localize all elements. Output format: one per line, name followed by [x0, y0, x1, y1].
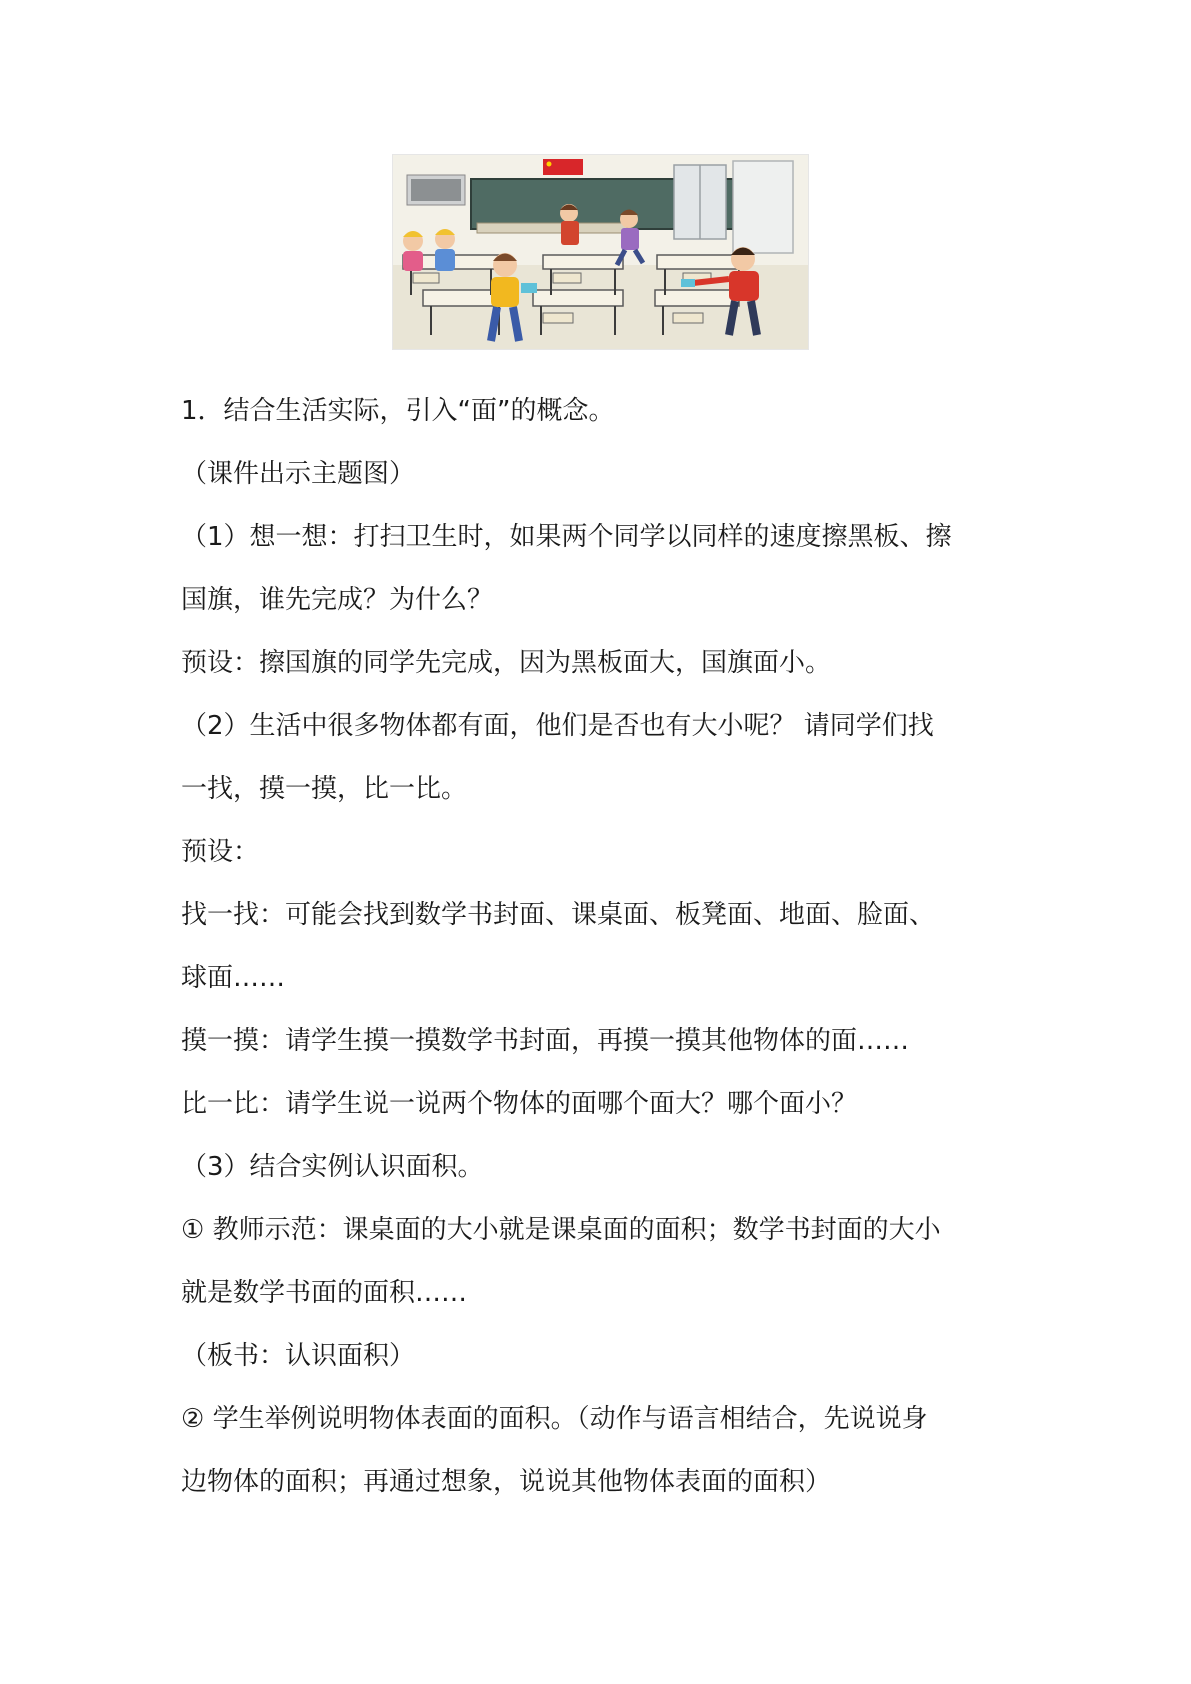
- text-line: 摸一摸：请学生摸一摸数学书封面，再摸一摸其他物体的面……: [181, 1026, 910, 1056]
- classroom-scene: [393, 155, 808, 349]
- text-line: （课件出示主题图）: [181, 459, 416, 489]
- text-line: 预设：擦国旗的同学先完成，因为黑板面大，国旗面小。: [181, 648, 832, 678]
- text-line: （2）生活中很多物体都有面，他们是否也有大小呢？ 请同学们找: [181, 711, 934, 741]
- flag: [543, 159, 583, 175]
- text-line: 预设：: [181, 837, 260, 867]
- text-line: ② 学生举例说明物体表面的面积。（动作与语言相结合，先说说身: [181, 1404, 928, 1434]
- text-line: 1．结合生活实际，引入“面”的概念。: [181, 396, 615, 426]
- text-line: （3）结合实例认识面积。: [181, 1152, 484, 1182]
- text-line: ① 教师示范：课桌面的大小就是课桌面的面积；数学书封面的大小: [181, 1215, 941, 1245]
- text-line: 一找，摸一摸，比一比。: [181, 774, 468, 804]
- text-line: 就是数学书面的面积……: [181, 1278, 468, 1308]
- text-line: （1）想一想：打扫卫生时，如果两个同学以同样的速度擦黑板、擦: [181, 522, 952, 552]
- text-line: （板书：认识面积）: [181, 1341, 416, 1371]
- text-line: 找一找：可能会找到数学书封面、课桌面、板凳面、地面、脸面、: [181, 900, 936, 930]
- text-line: 边物体的面积；再通过想象，说说其他物体表面的面积）: [181, 1467, 832, 1497]
- text-line: 比一比：请学生说一说两个物体的面哪个面大？哪个面小？: [181, 1089, 858, 1119]
- classroom-illustration: [392, 154, 809, 350]
- text-line: 球面……: [181, 963, 286, 993]
- lesson-text: [181, 380, 1031, 1514]
- text-line: 国旗，谁先完成？为什么？: [181, 585, 494, 615]
